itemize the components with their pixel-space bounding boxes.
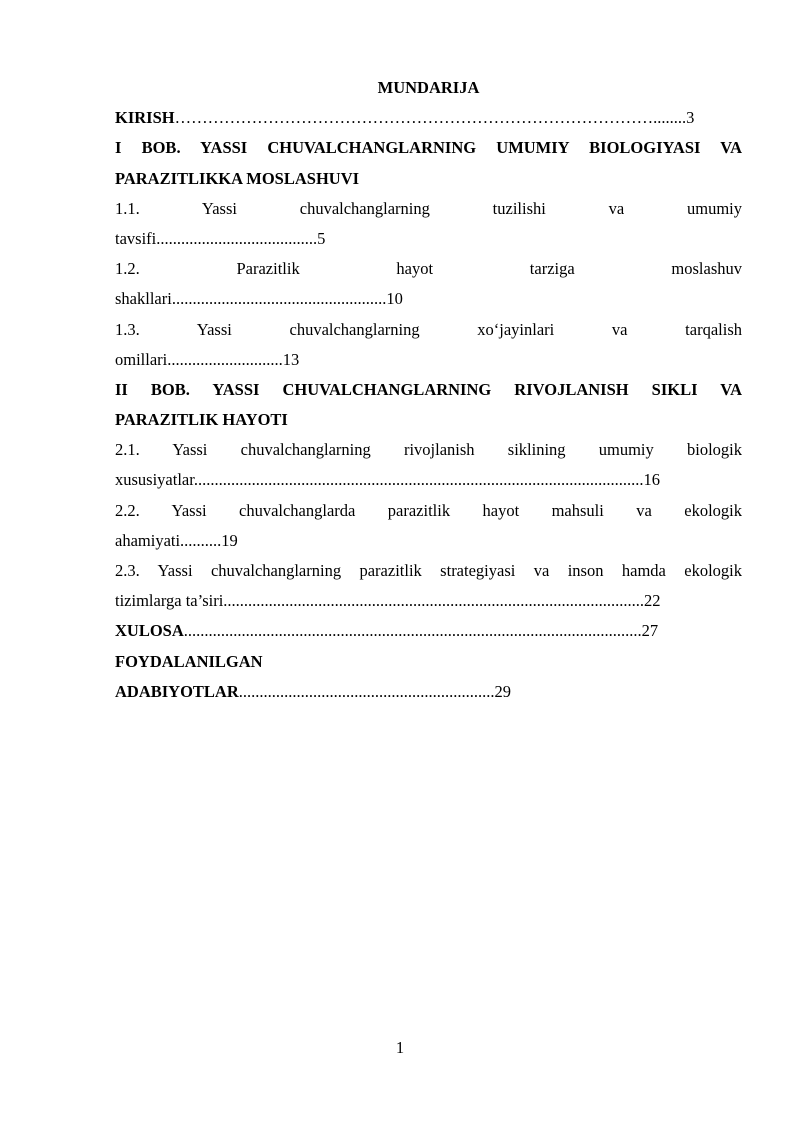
toc-section-2-2-line-2[interactable]: ahamiyati..........19: [115, 530, 238, 550]
table-of-contents: [115, 73, 742, 707]
toc-section-1-1-line-2[interactable]: tavsifi.......................................5: [115, 228, 326, 248]
toc-leader-dots: ……………………………………………………………………………........: [174, 108, 687, 128]
toc-section-2-3-line-2[interactable]: tizimlarga ta’siri......................................................................................................22: [115, 591, 661, 611]
toc-section-1-3-line-1[interactable]: 1.3. Yassi chuvalchanglarning xo‘jayinlari va tarqalish: [115, 319, 742, 339]
toc-section-1-2-line-1[interactable]: 1.2. Parazitlik hayot tarziga moslashuv: [115, 259, 742, 279]
toc-chapter-2-line-2[interactable]: PARAZITLIK HAYOTI: [115, 410, 288, 430]
toc-entry-label: XULOSA: [115, 621, 184, 641]
page-number: 1: [395, 1038, 405, 1057]
toc-section-2-2-line-1[interactable]: 2.2. Yassi chuvalchanglarda parazitlik hayot mahsuli va ekologik: [115, 500, 742, 520]
toc-chapter-1-line-1[interactable]: I BOB. YASSI CHUVALCHANGLARNING UMUMIY BIOLOGIYASI VA: [115, 138, 742, 158]
toc-references-line-1[interactable]: FOYDALANILGAN: [115, 651, 263, 671]
toc-page-number: 27: [641, 621, 659, 641]
toc-page-number: 29: [494, 681, 512, 701]
toc-entry-intro[interactable]: [115, 103, 742, 133]
toc-leader-dots: ..............................................................: [238, 681, 495, 701]
toc-section-2-1-line-2[interactable]: xususiyatlar.............................................................................................................16: [115, 470, 660, 490]
toc-entry-conclusion[interactable]: [115, 616, 742, 646]
toc-section-2-1-line-1[interactable]: 2.1. Yassi chuvalchanglarning rivojlanish siklining umumiy biologik: [115, 440, 742, 460]
toc-entry-label: ADABIYOTLAR: [115, 681, 239, 701]
toc-section-2-3-line-1[interactable]: 2.3. Yassi chuvalchanglarning parazitlik strategiyasi va inson hamda ekologik: [115, 561, 742, 580]
toc-chapter-1-line-2[interactable]: PARAZITLIKKA MOSLASHUVI: [115, 168, 360, 188]
toc-title: MUNDARIJA: [377, 78, 480, 97]
toc-entry-references[interactable]: [115, 677, 742, 707]
toc-page-number: 3: [686, 108, 695, 128]
toc-section-1-3-line-2[interactable]: omillari............................13: [115, 349, 300, 369]
toc-section-1-1-line-1[interactable]: 1.1. Yassi chuvalchanglarning tuzilishi va umumiy: [115, 198, 742, 218]
toc-entry-label: KIRISH: [115, 108, 175, 128]
toc-chapter-2-line-1[interactable]: II BOB. YASSI CHUVALCHANGLARNING RIVOJLANISH SIKLI VA: [115, 379, 742, 399]
toc-leader-dots: ...............................................................................................................: [183, 621, 642, 641]
toc-section-1-2-line-2[interactable]: shakllari....................................................10: [115, 289, 403, 309]
